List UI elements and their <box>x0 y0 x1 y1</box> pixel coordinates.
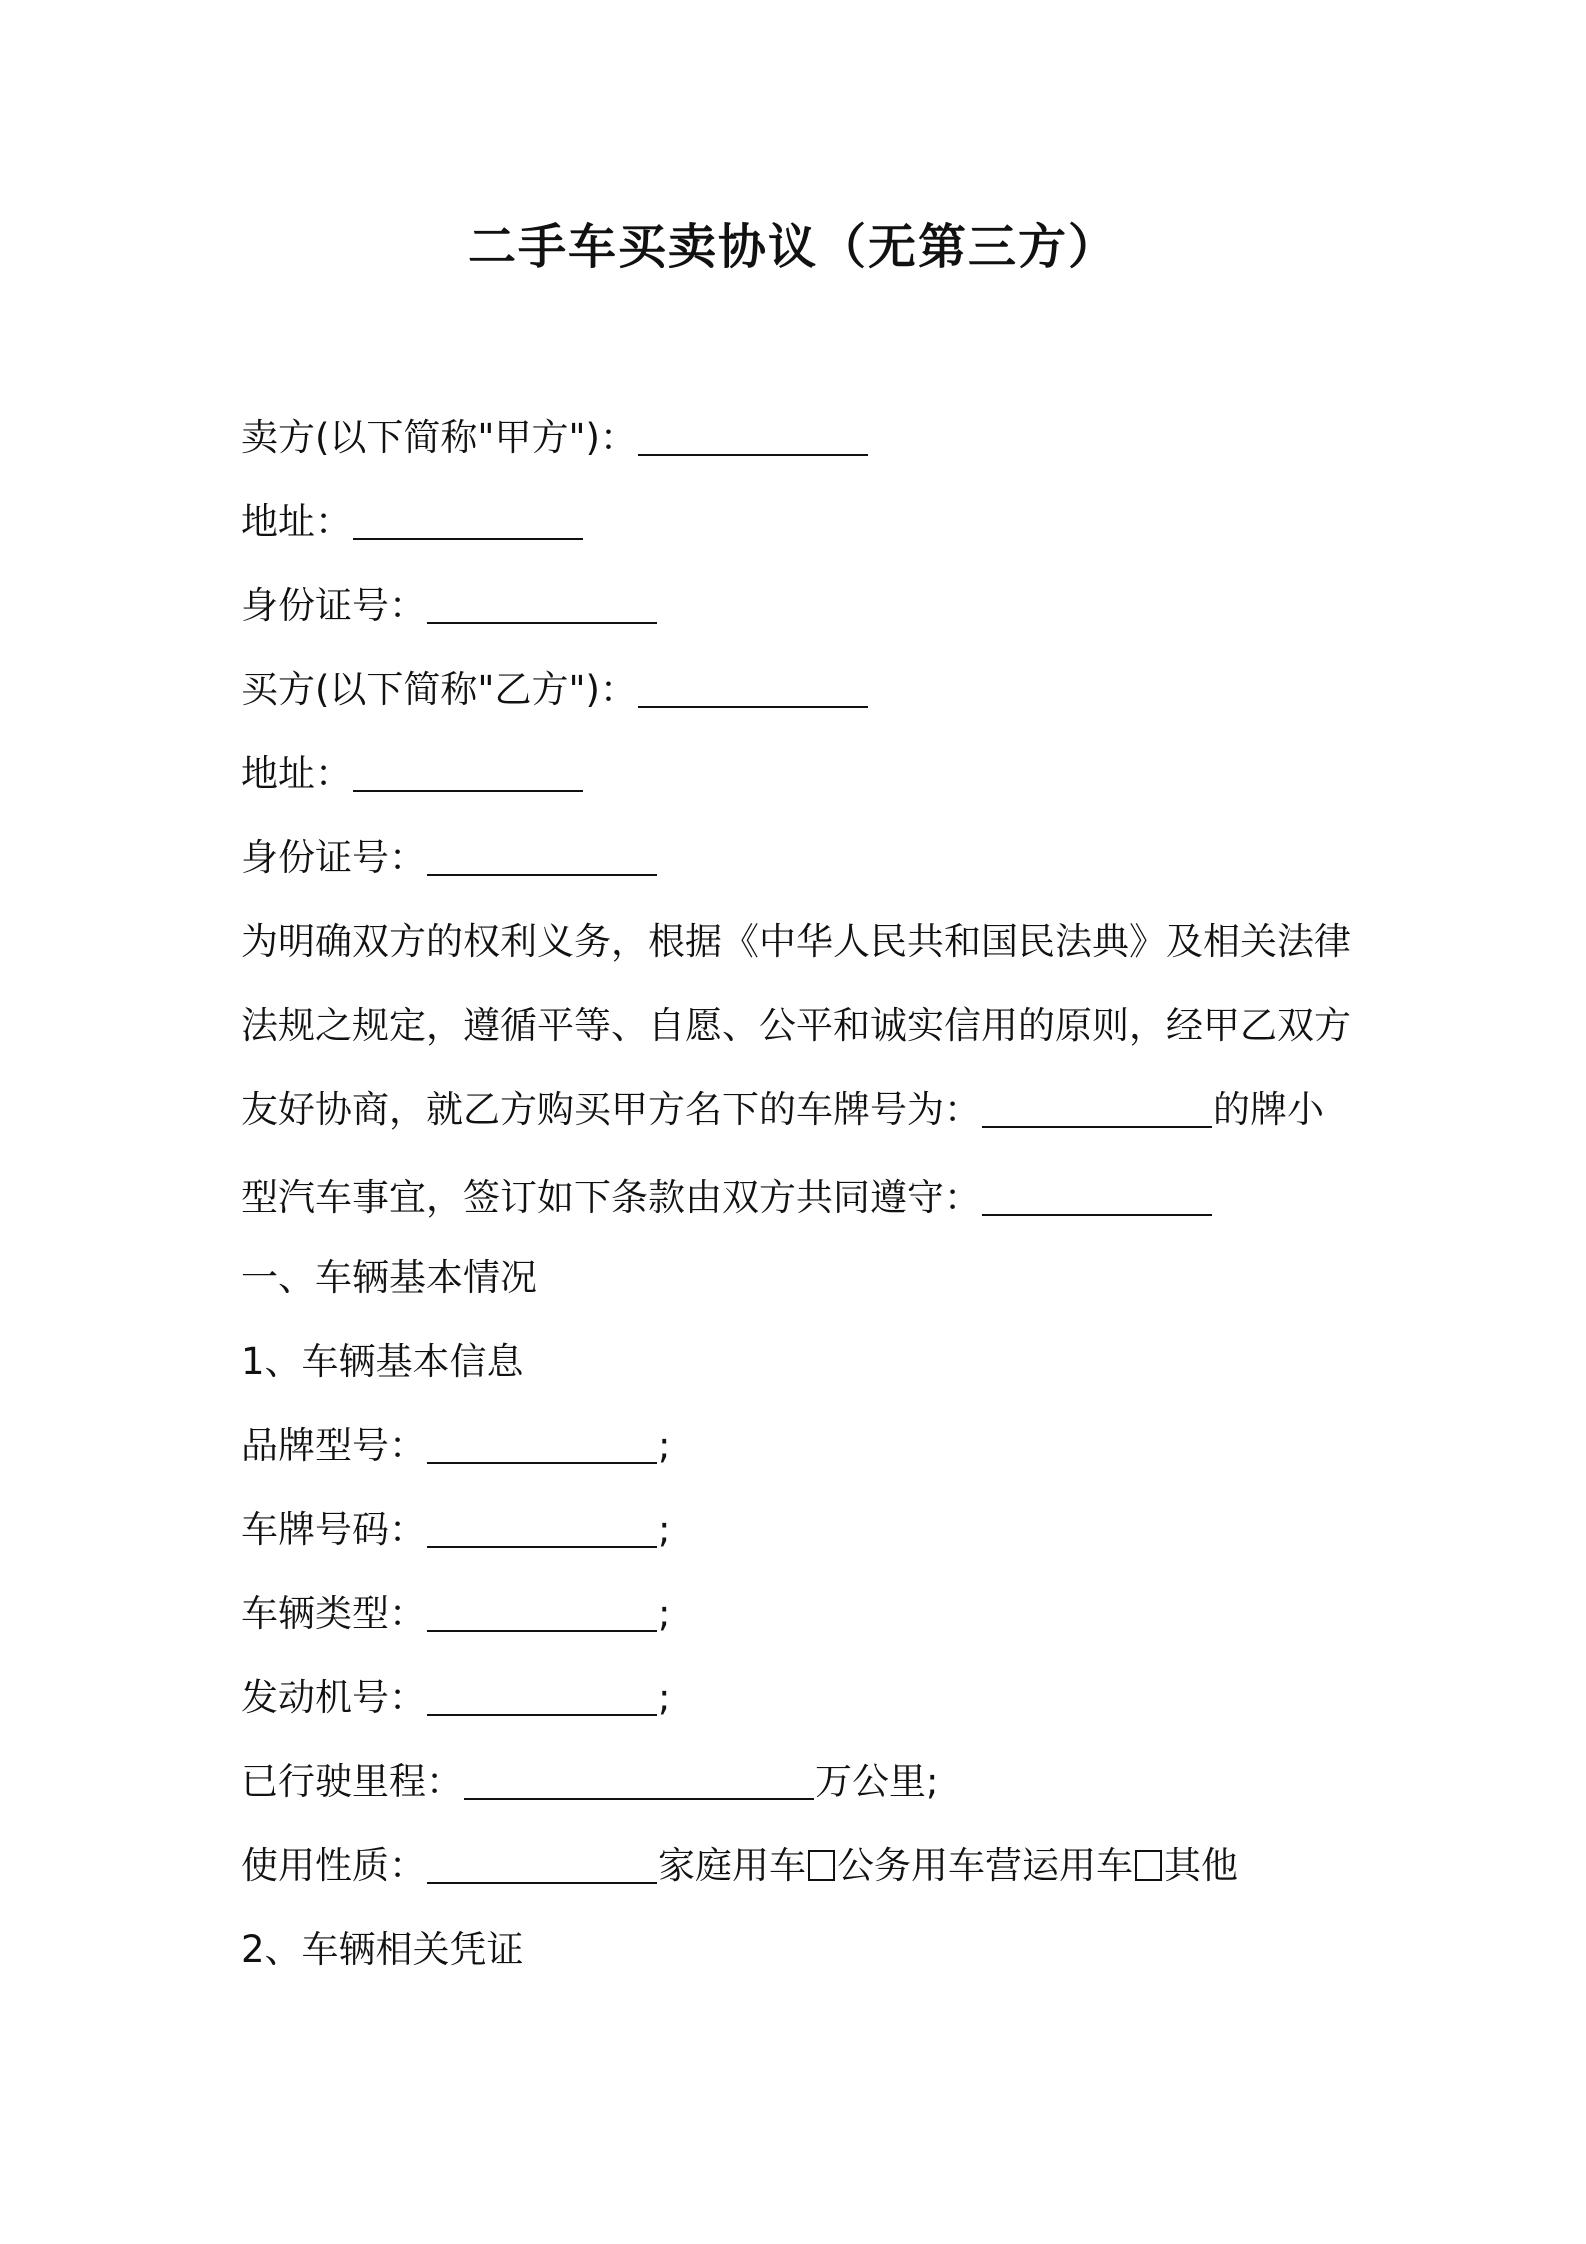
document-title: 二手车买卖协议（无第三方） <box>467 219 1118 275</box>
seller-line <box>241 410 869 466</box>
seller-id-line <box>241 578 658 634</box>
subsection-heading-basic-info: 1、车辆基本信息 <box>241 1340 524 1383</box>
checkbox-icon[interactable] <box>1135 1850 1162 1881</box>
buyer-label: 买方(以下简称"乙方")： <box>241 668 637 711</box>
vehicle-type-blank[interactable] <box>427 1590 657 1632</box>
buyer-id-label: 身份证号： <box>241 836 426 879</box>
vehicle-type-suffix: ; <box>658 1592 671 1635</box>
intro-line-2: 法规之规定，遵循平等、自愿、公平和诚实信用的原则，经甲乙双方 <box>241 1004 1351 1047</box>
buyer-id-line <box>241 830 658 886</box>
brand-model-label: 品牌型号： <box>241 1424 426 1467</box>
usage-option-family: 家庭用车 <box>658 1844 806 1887</box>
usage-label: 使用性质： <box>241 1844 426 1887</box>
engine-number-line <box>241 1670 670 1726</box>
engine-number-suffix: ; <box>658 1676 671 1719</box>
engine-number-blank[interactable] <box>427 1674 657 1716</box>
plate-number-blank[interactable] <box>982 1086 1212 1128</box>
intro-line-4-text: 型汽车事宜，签订如下条款由双方共同遵守： <box>241 1176 981 1219</box>
mileage-suffix: 万公里; <box>815 1760 939 1803</box>
mileage-label: 已行驶里程： <box>241 1760 463 1803</box>
usage-option-other: 其他 <box>1164 1844 1238 1887</box>
engine-number-label: 发动机号： <box>241 1676 426 1719</box>
brand-model-suffix: ; <box>658 1424 671 1467</box>
brand-model-line <box>241 1418 670 1474</box>
usage-line <box>241 1838 1238 1894</box>
vehicle-type-label: 车辆类型： <box>241 1592 426 1635</box>
plate-number-field-blank[interactable] <box>427 1506 657 1548</box>
buyer-name-blank[interactable] <box>638 666 868 708</box>
buyer-address-blank[interactable] <box>353 750 583 792</box>
section-heading-vehicle-basics: 一、车辆基本情况 <box>241 1256 537 1299</box>
vehicle-type-line <box>241 1586 670 1642</box>
intro-line-3 <box>241 1082 1324 1138</box>
plate-number-line <box>241 1502 670 1558</box>
seller-label: 卖方(以下简称"甲方")： <box>241 416 637 459</box>
usage-blank[interactable] <box>427 1842 657 1884</box>
buyer-address-label: 地址： <box>241 752 352 795</box>
seller-address-label: 地址： <box>241 500 352 543</box>
subsection-heading-documents: 2、车辆相关凭证 <box>241 1928 524 1971</box>
intro-line-1: 为明确双方的权利义务，根据《中华人民共和国民法典》及相关法律 <box>241 920 1351 963</box>
usage-option-official-commercial: 公务用车营运用车 <box>837 1844 1133 1887</box>
buyer-address-line <box>241 746 584 802</box>
mileage-line <box>241 1754 938 1810</box>
seller-address-line <box>241 494 584 550</box>
plate-number-label: 车牌号码： <box>241 1508 426 1551</box>
intro-line-3-start: 友好协商，就乙方购买甲方名下的车牌号为： <box>241 1088 981 1131</box>
seller-name-blank[interactable] <box>638 414 868 456</box>
mileage-blank[interactable] <box>464 1758 814 1800</box>
buyer-line <box>241 662 869 718</box>
brand-model-blank[interactable] <box>427 1422 657 1464</box>
intro-line-4-blank[interactable] <box>982 1174 1212 1216</box>
buyer-id-blank[interactable] <box>427 834 657 876</box>
intro-line-3-end: 的牌小 <box>1213 1088 1324 1131</box>
seller-id-label: 身份证号： <box>241 584 426 627</box>
intro-line-4 <box>241 1170 1213 1226</box>
checkbox-icon[interactable] <box>808 1850 835 1881</box>
seller-id-blank[interactable] <box>427 582 657 624</box>
plate-number-suffix: ; <box>658 1508 671 1551</box>
seller-address-blank[interactable] <box>353 498 583 540</box>
